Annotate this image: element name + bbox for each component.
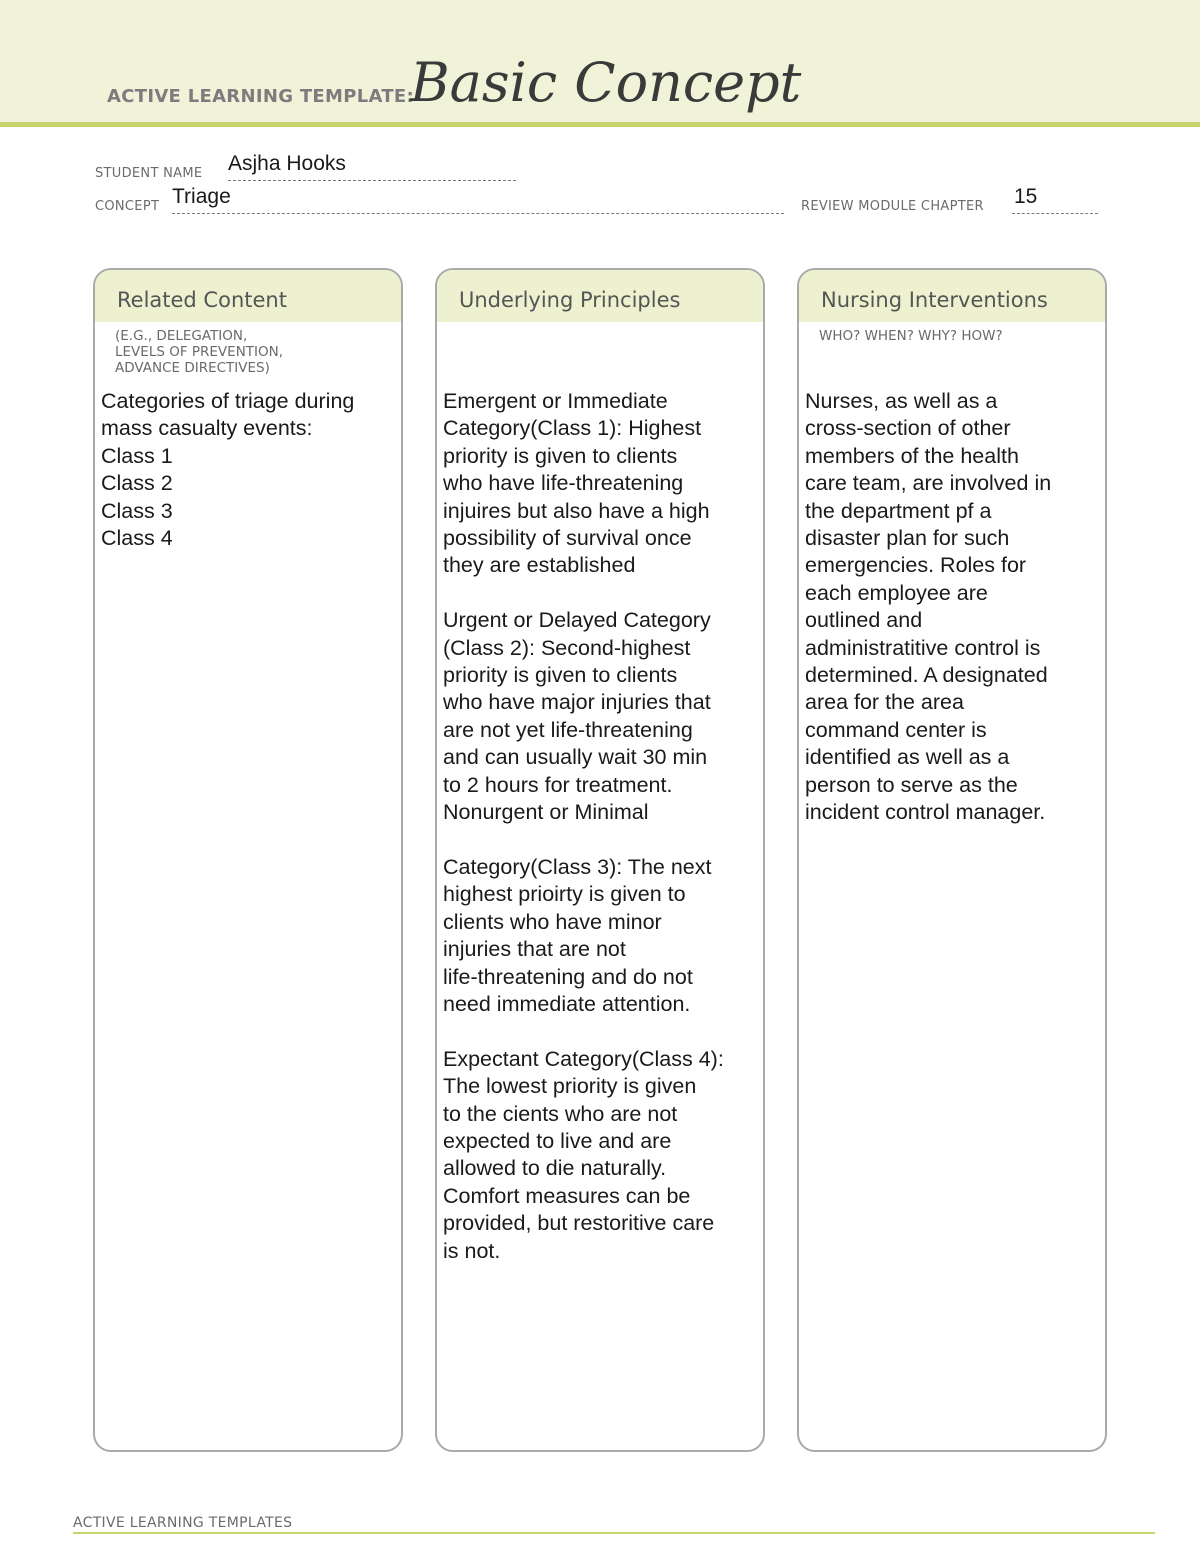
panel-title: Related Content — [117, 288, 287, 312]
header-divider — [0, 122, 1200, 127]
panel-header — [437, 270, 763, 322]
student-name-line — [228, 180, 516, 181]
nursing-interventions-panel — [797, 268, 1107, 1452]
panel-subtitle: (E.G., DELEGATION, LEVELS OF PREVENTION, ADVANCE DIRECTIVES) — [115, 328, 284, 376]
panel-title: Nursing Interventions — [821, 288, 1048, 312]
concept-field[interactable]: Triage — [172, 185, 231, 208]
concept-label: CONCEPT — [95, 199, 160, 214]
nursing-interventions-text[interactable]: Nurses, as well as a cross-section of other members of the health care team, are involved in the department pf a disaster plan for such emergencies. Roles for each employee are outlined and administratitive control is determined. A designated area for the area command center is identified as well as a person to serve as the incident control manager. — [805, 389, 1052, 825]
review-module-line — [1012, 213, 1098, 214]
panel-header — [799, 270, 1105, 322]
review-module-label: REVIEW MODULE CHAPTER — [801, 199, 984, 214]
page-title: Basic Concept — [410, 51, 802, 114]
review-module-field[interactable]: 15 — [1014, 185, 1038, 208]
panel-title: Underlying Principles — [459, 288, 681, 312]
template-label: ACTIVE LEARNING TEMPLATE: — [107, 86, 414, 107]
footer-label: ACTIVE LEARNING TEMPLATES — [73, 1515, 293, 1531]
related-content-text[interactable]: Categories of triage during mass casualty events: Class 1 Class 2 Class 3 Class 4 — [101, 389, 355, 551]
student-name-label: STUDENT NAME — [95, 166, 203, 181]
student-name-field[interactable]: Asjha Hooks — [228, 152, 346, 175]
panel-header — [95, 270, 401, 322]
footer-divider — [73, 1532, 1155, 1534]
underlying-principles-panel — [435, 268, 765, 1452]
panel-subtitle: WHO? WHEN? WHY? HOW? — [819, 328, 1003, 344]
related-content-panel — [93, 268, 403, 1452]
concept-line — [172, 213, 784, 214]
underlying-principles-text[interactable]: Emergent or Immediate Category(Class 1): Highest priority is given to clients who have life-threatening injuires but also have a high possibility of survival once they are established Urgent or Delayed Category (Class 2): Second-highest priority is given to clients who have major injuries that are not yet life-threatening and can usually wait 30 min to 2 hours for treatment. Nonurgent or Minimal Category(Class 3): The next highest prioirty is given to clients who have minor injuries that are not life-threatening and do not need immediate attention. Expectant Category(Class 4): The lowest priority is given to the cients who are not expected to live and are allowed to die naturally. Comfort measures can be provided, but restoritive care is not. — [443, 389, 724, 1263]
